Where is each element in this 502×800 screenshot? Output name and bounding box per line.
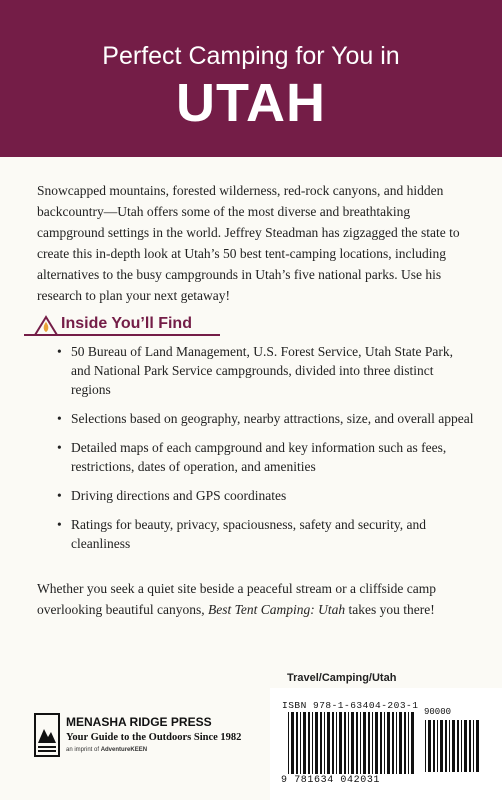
addon-barcode	[425, 720, 483, 772]
list-item	[57, 342, 475, 399]
barcode-bar	[457, 720, 459, 772]
barcode-bar	[303, 712, 306, 774]
barcode-bar	[320, 712, 322, 774]
header-subtitle: Perfect Camping for You in	[102, 42, 400, 70]
barcode-bar	[291, 712, 294, 774]
barcode-bar	[464, 720, 467, 772]
barcode-bar	[315, 712, 318, 774]
barcode-bar	[387, 712, 390, 774]
outro-text-end: takes you there!	[345, 602, 435, 617]
barcode-bar	[476, 720, 479, 772]
cover-header	[0, 0, 502, 157]
barcode-bar	[356, 712, 358, 774]
barcode-bar	[384, 712, 385, 774]
outro-paragraph	[37, 578, 477, 620]
barcode-bar	[380, 712, 382, 774]
barcode-bar	[344, 712, 346, 774]
publisher-name: MENASHA RIDGE PRESS	[66, 715, 212, 729]
addon-number: 90000	[424, 707, 452, 717]
ean-number: 9 781634 042031	[281, 775, 381, 786]
publisher-tagline: Your Guide to the Outdoors Since 1982	[66, 732, 242, 743]
barcode-bar	[433, 720, 435, 772]
list-item-text: Detailed maps of each campground and key information such as fees, restrictions, dates of operation, and amenities	[71, 440, 447, 474]
bullet-icon: •	[57, 344, 62, 359]
barcode-bar	[348, 712, 349, 774]
feature-list	[57, 342, 475, 563]
barcode-bar	[312, 712, 313, 774]
barcode-bar	[339, 712, 342, 774]
ean-barcode	[288, 712, 418, 774]
intro-paragraph: Snowcapped mountains, forested wilderness, red-rock canyons, and hidden backcountry—Utah offers some of the most diverse and breathtaking campground settings in the world. Jeffrey Steadman has zigzagged the state to create this in-depth look at Utah’s 50 best tent-camping locations, including alternatives to the busy campgrounds in Utah’s five national parks. Use his research to plan your next getaway!	[37, 183, 460, 303]
barcode-bar	[469, 720, 471, 772]
list-item	[57, 438, 475, 476]
imprint-name: AdventureKEEN	[100, 747, 148, 753]
header-title: UTAH	[176, 73, 326, 133]
bullet-icon: •	[57, 488, 62, 503]
barcode-bar	[411, 712, 414, 774]
barcode-bar	[445, 720, 447, 772]
barcode-bar	[308, 712, 310, 774]
publisher-block	[34, 713, 264, 763]
barcode-bar	[440, 720, 443, 772]
list-item-text: Ratings for beauty, privacy, spaciousness, safety and security, and cleanliness	[71, 517, 427, 551]
barcode-bar	[375, 712, 378, 774]
isbn-label: ISBN 978-1-63404-203-1	[282, 700, 419, 711]
barcode-bar	[363, 712, 366, 774]
barcode-bar	[452, 720, 455, 772]
menasha-ridge-logo-icon	[34, 713, 60, 757]
barcode-bar	[428, 720, 431, 772]
divider	[24, 334, 220, 336]
list-item-text: 50 Bureau of Land Management, U.S. Forest Service, Utah State Park, and National Park Service campgrounds, divided into three distinct regions	[71, 344, 454, 397]
list-item-text: Driving directions and GPS coordinates	[71, 488, 287, 503]
barcode-bar	[425, 720, 426, 772]
barcode-bar	[461, 720, 462, 772]
barcode-bar	[437, 720, 438, 772]
bullet-icon: •	[57, 517, 62, 532]
barcode-bar	[392, 712, 394, 774]
barcode-bar	[360, 712, 361, 774]
barcode-bar	[336, 712, 337, 774]
list-item-text: Selections based on geography, nearby attractions, size, and overall appeal	[71, 411, 474, 426]
barcode-bar	[368, 712, 370, 774]
barcode-bar	[399, 712, 402, 774]
publisher-imprint	[66, 747, 147, 753]
barcode-bar	[324, 712, 325, 774]
barcode-bar	[351, 712, 354, 774]
bullet-icon: •	[57, 411, 62, 426]
imprint-prefix: an imprint of	[66, 747, 101, 753]
book-title: Best Tent Camping: Utah	[207, 602, 346, 617]
category-label: Travel/Camping/Utah	[287, 672, 397, 684]
list-item	[57, 486, 475, 505]
barcode-bar	[300, 712, 301, 774]
barcode-bar	[296, 712, 298, 774]
barcode-bar	[332, 712, 334, 774]
barcode-bar	[473, 720, 474, 772]
barcode-bar	[404, 712, 406, 774]
list-item	[57, 409, 475, 428]
barcode-bar	[396, 712, 397, 774]
inside-heading	[24, 314, 474, 336]
list-item	[57, 515, 475, 553]
barcode-bar	[408, 712, 409, 774]
inside-title: Inside You’ll Find	[61, 315, 192, 332]
barcode-bar	[372, 712, 373, 774]
bullet-icon: •	[57, 440, 62, 455]
outro-text: Whether you seek a quiet site beside a peaceful stream or a cliffside camp overlooking beautiful canyons,	[37, 581, 436, 617]
barcode-bar	[327, 712, 330, 774]
barcode-bar	[288, 712, 289, 774]
campfire-tent-icon	[32, 314, 60, 336]
barcode-bar	[449, 720, 450, 772]
